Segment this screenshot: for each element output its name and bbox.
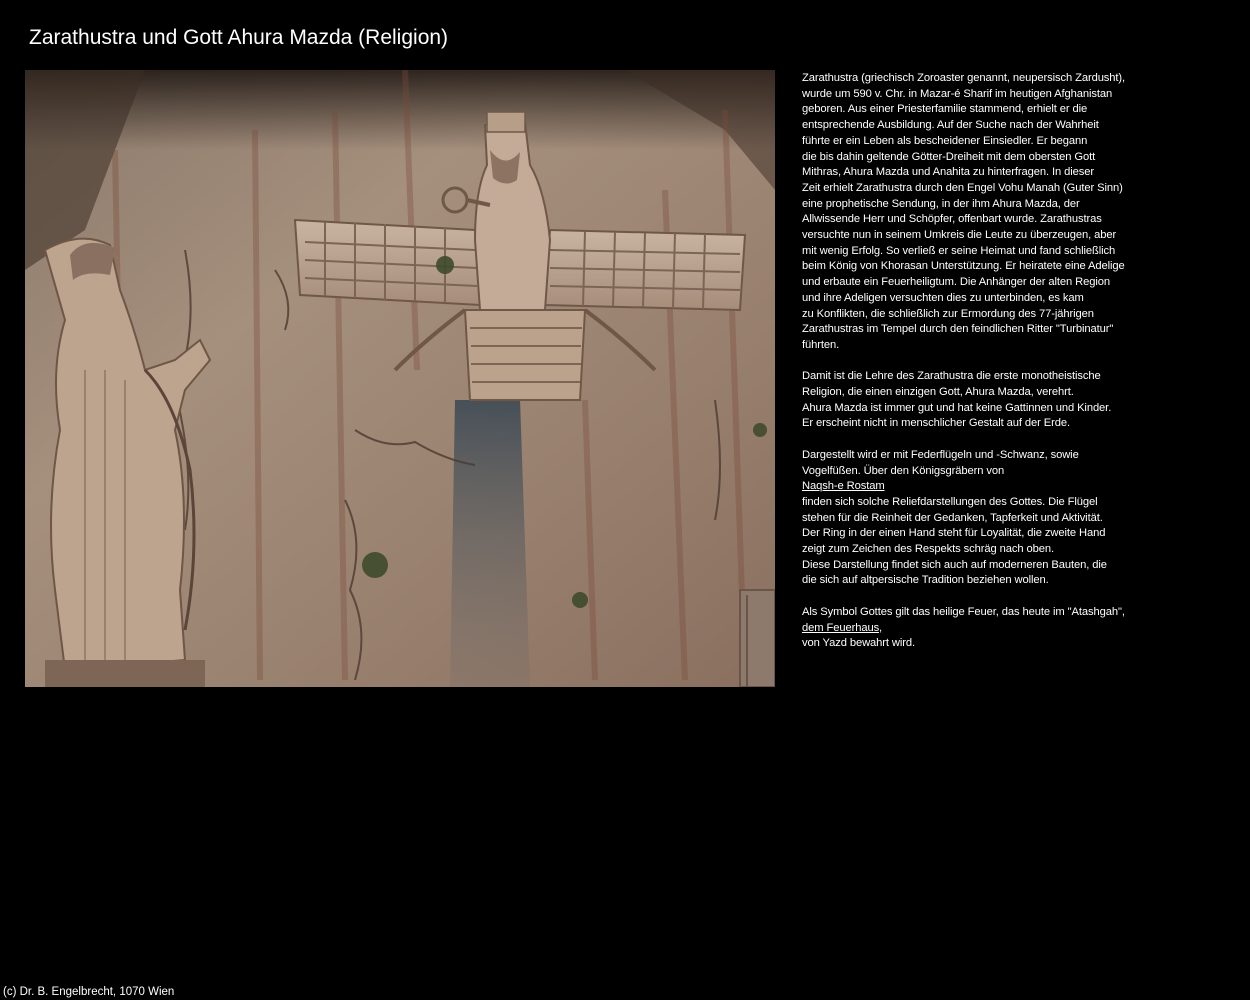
text-line: Mithras, Ahura Mazda und Anahita zu hinterfragen. In dieser	[802, 166, 1094, 179]
text-line: beim König von Khorasan Unterstützung. Er heiratete eine Adelige	[802, 260, 1125, 273]
text-line: mit wenig Erfolg. So verließ er seine Heimat und fand schließlich	[802, 244, 1116, 257]
paragraph-depiction	[802, 448, 1182, 589]
text-line: eine prophetische Sendung, in der ihm Ahura Mazda, der	[802, 197, 1080, 210]
copyright-footer: (c) Dr. B. Engelbrecht, 1070 Wien	[3, 986, 175, 998]
text-line: Zarathustra (griechisch Zoroaster genannt, neupersisch Zardusht),	[802, 72, 1126, 84]
text-line: Zarathustras im Tempel durch den feindlichen Ritter "Turbinatur"	[802, 323, 1114, 336]
relief-photo	[25, 70, 775, 687]
text-line: die bis dahin geltende Götter-Dreiheit mit dem obersten Gott	[802, 150, 1096, 163]
relief-image	[25, 70, 775, 687]
description-text	[802, 71, 1182, 668]
paragraph-zarathustra-life	[802, 71, 1182, 354]
text-line: Als Symbol Gottes gilt das heilige Feuer, das heute im "Atashgah",	[802, 605, 1125, 618]
feuerhaus-link[interactable]: dem Feuerhaus,	[802, 621, 883, 634]
text-line: geboren. Aus einer Priesterfamilie stammend, erhielt er die	[802, 103, 1088, 116]
text-line: Damit ist die Lehre des Zarathustra die erste monotheistische	[802, 370, 1101, 383]
text-line: Vogelfüßen. Über den Königsgräbern von	[802, 464, 1005, 477]
text-line: zu Konflikten, die schließlich zur Ermordung des 77-jährigen	[802, 307, 1094, 320]
page-title: Zarathustra und Gott Ahura Mazda (Religion)	[29, 26, 449, 49]
text-line: finden sich solche Reliefdarstellungen des Gottes. Die Flügel	[802, 495, 1098, 508]
text-line: führten.	[802, 338, 840, 351]
text-line: und ihre Adeligen versuchten dies zu unterbinden, es kam	[802, 291, 1084, 304]
text-line: Diese Darstellung findet sich auch auf moderneren Bauten, die	[802, 558, 1107, 571]
text-line: wurde um 590 v. Chr. in Mazar-é Sharif im heutigen Afghanistan	[802, 87, 1113, 100]
text-line: die sich auf altpersische Tradition beziehen wollen.	[802, 574, 1049, 587]
text-line: stehen für die Reinheit der Gedanken, Tapferkeit und Aktivität.	[802, 511, 1103, 524]
text-line: zeigt zum Zeichen des Respekts schräg nach oben.	[802, 543, 1055, 556]
text-line: Allwissende Herr und Schöpfer, offenbart wurde. Zarathustras	[802, 213, 1102, 226]
text-line: Der Ring in der einen Hand steht für Loyalität, die zweite Hand	[802, 527, 1106, 540]
text-line: entsprechende Ausbildung. Auf der Suche nach der Wahrheit	[802, 119, 1099, 132]
text-line: von Yazd bewahrt wird.	[802, 637, 916, 650]
text-line: versuchte nun in seinem Umkreis die Leute zu überzeugen, aber	[802, 229, 1117, 242]
paragraph-sacred-fire	[802, 605, 1182, 652]
paragraph-monotheism	[802, 369, 1182, 432]
text-line: und erbaute ein Feuerheiligtum. Die Anhänger der alten Region	[802, 276, 1110, 289]
text-line: Ahura Mazda ist immer gut und hat keine Gattinnen und Kinder.	[802, 401, 1112, 414]
text-line: Religion, die einen einzigen Gott, Ahura Mazda, verehrt.	[802, 386, 1074, 399]
naqsh-e-rostam-link[interactable]: Naqsh-e Rostam	[802, 480, 885, 493]
text-line: Zeit erhielt Zarathustra durch den Engel Vohu Manah (Guter Sinn)	[802, 181, 1123, 194]
text-line: führte er ein Leben als bescheidener Einsiedler. Er begann	[802, 134, 1088, 147]
text-line: Dargestellt wird er mit Federflügeln und -Schwanz, sowie	[802, 448, 1079, 461]
text-line: Er erscheint nicht in menschlicher Gestalt auf der Erde.	[802, 417, 1070, 430]
